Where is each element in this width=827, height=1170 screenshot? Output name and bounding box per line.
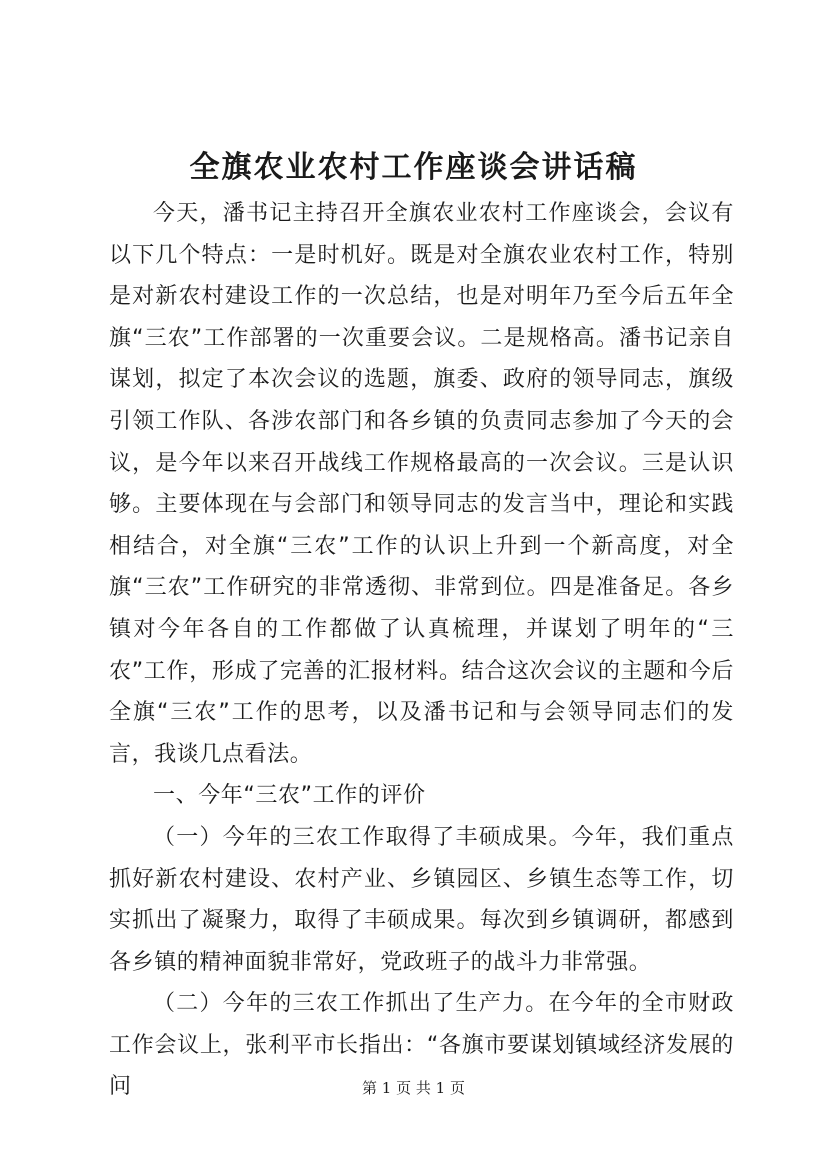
paragraph-subsection-1: （一）今年的三农工作取得了丰硕成果。今年，我们重点抓好新农村建设、农村产业、乡镇园区、乡镇生态等工作，切实抓出了凝聚力，取得了丰硕成果。每次到乡镇调研，都感到各乡镇的精神面貌非常好，党政班子的战斗力非常强。 [109, 824, 734, 975]
paragraph-intro: 今天，潘书记主持召开全旗农业农村工作座谈会，会议有以下几个特点：一是时机好。既是对全旗农业农村工作，特别是对新农村建设工作的一次总结，也是对明年乃至今后五年全旗“三农”工作部署的一次重要会议。二是规格高。潘书记亲自谋划，拟定了本次会议的选题，旗委、政府的领导同志，旗级引领工作队、各涉农部门和各乡镇的负责同志参加了今天的会议，是今年以来召开战线工作规格最高的一次会议。三是认识够。主要体现在与会部门和领导同志的发言当中，理论和实践相结合，对全旗“三农”工作的认识上升到一个新高度，对全旗“三农”工作研究的非常透彻、非常到位。四是准备足。各乡镇对今年各自的工作都做了认真梳理，并谋划了明年的“三农”工作，形成了完善的汇报材料。结合这次会议的主题和今后全旗“三农”工作的思考，以及潘书记和与会领导同志们的发言，我谈几点看法。 [109, 201, 734, 767]
document-title: 全旗农业农村工作座谈会讲话稿 [189, 150, 638, 185]
page-footer: 第 1 页 共 1 页 [362, 1079, 465, 1097]
section-heading-1: 一、今年“三农”工作的评价 [153, 783, 426, 809]
paragraph-subsection-2: （二）今年的三农工作抓出了生产力。在今年的全市财政工作会议上，张利平市长指出：“各旗市要谋划镇域经济发展的问 [109, 991, 734, 1100]
document-body [109, 193, 734, 1108]
